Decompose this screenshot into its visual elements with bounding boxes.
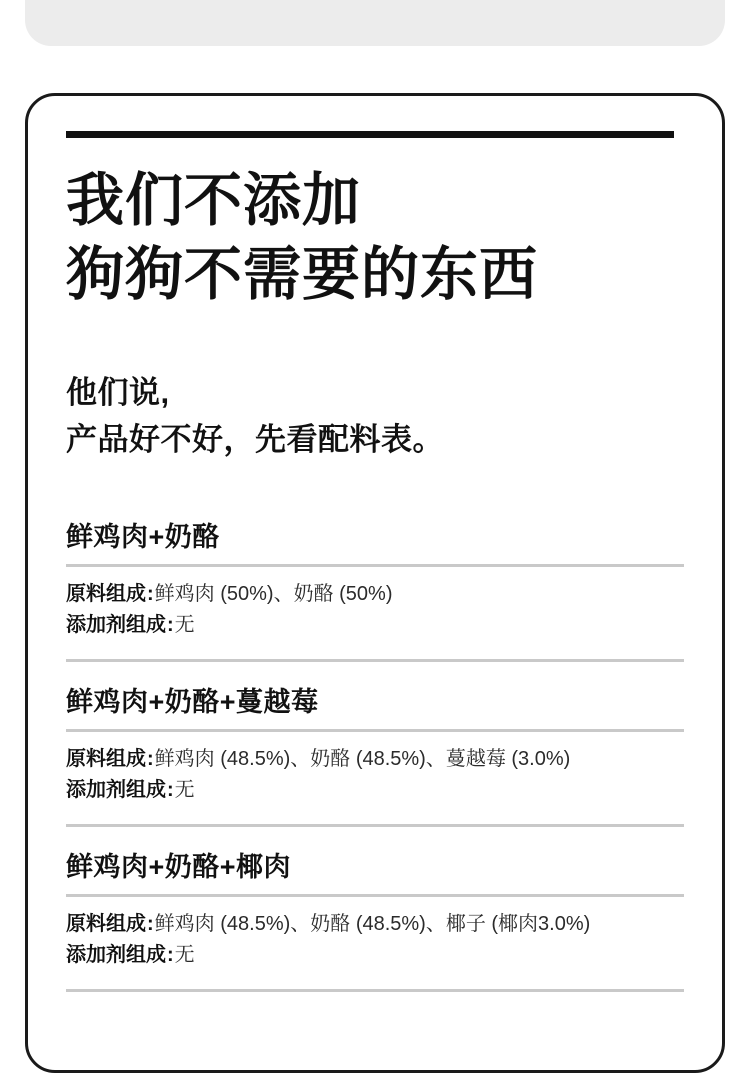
label-separator: :	[147, 748, 154, 771]
previous-section-panel	[25, 0, 725, 46]
no-additives-card	[25, 93, 725, 1073]
ingredients-row	[66, 579, 684, 610]
additives-value: 无	[174, 779, 195, 802]
ingredients-label: 原料组成	[66, 748, 146, 771]
subheading	[66, 370, 684, 463]
headline-line-2: 狗狗不需要的东西	[66, 242, 539, 308]
additives-row	[66, 940, 684, 971]
page-title	[66, 164, 684, 312]
ingredients-row	[66, 744, 684, 775]
ingredients-label: 原料组成	[66, 913, 146, 936]
ingredients-value: 鲜鸡肉 (48.5%)、奶酪 (48.5%)、蔓越莓 (3.0%)	[154, 748, 571, 771]
additives-value: 无	[174, 614, 195, 637]
divider	[66, 989, 684, 992]
ingredients-value: 鲜鸡肉 (50%)、奶酪 (50%)	[154, 583, 393, 606]
ingredients-row	[66, 909, 684, 940]
product-specs	[66, 567, 684, 659]
list-item	[66, 827, 684, 992]
additives-row	[66, 775, 684, 806]
headline-line-1: 我们不添加	[66, 168, 362, 233]
ingredients-value: 鲜鸡肉 (48.5%)、奶酪 (48.5%)、椰子 (椰肉3.0%)	[154, 913, 591, 936]
list-item	[66, 662, 684, 827]
additives-row	[66, 610, 684, 641]
additives-label: 添加剂组成	[66, 614, 166, 637]
subheading-line-1: 他们说,	[66, 375, 170, 411]
label-separator: :	[167, 779, 174, 802]
product-name: 鲜鸡肉+奶酪+椰肉	[66, 852, 292, 883]
headline-rule	[66, 131, 674, 138]
label-separator: :	[167, 944, 174, 967]
product-specs	[66, 732, 684, 824]
additives-label: 添加剂组成	[66, 944, 166, 967]
product-specs	[66, 897, 684, 989]
additives-label: 添加剂组成	[66, 779, 166, 802]
subheading-line-2: 产品好不好，先看配料表。	[66, 421, 444, 457]
additives-value: 无	[174, 944, 195, 967]
ingredients-label: 原料组成	[66, 583, 146, 606]
label-separator: :	[147, 583, 154, 606]
label-separator: :	[167, 614, 174, 637]
list-item	[66, 515, 684, 662]
product-name: 鲜鸡肉+奶酪	[66, 522, 220, 553]
product-list	[66, 515, 684, 992]
product-name: 鲜鸡肉+奶酪+蔓越莓	[66, 687, 319, 718]
label-separator: :	[147, 913, 154, 936]
